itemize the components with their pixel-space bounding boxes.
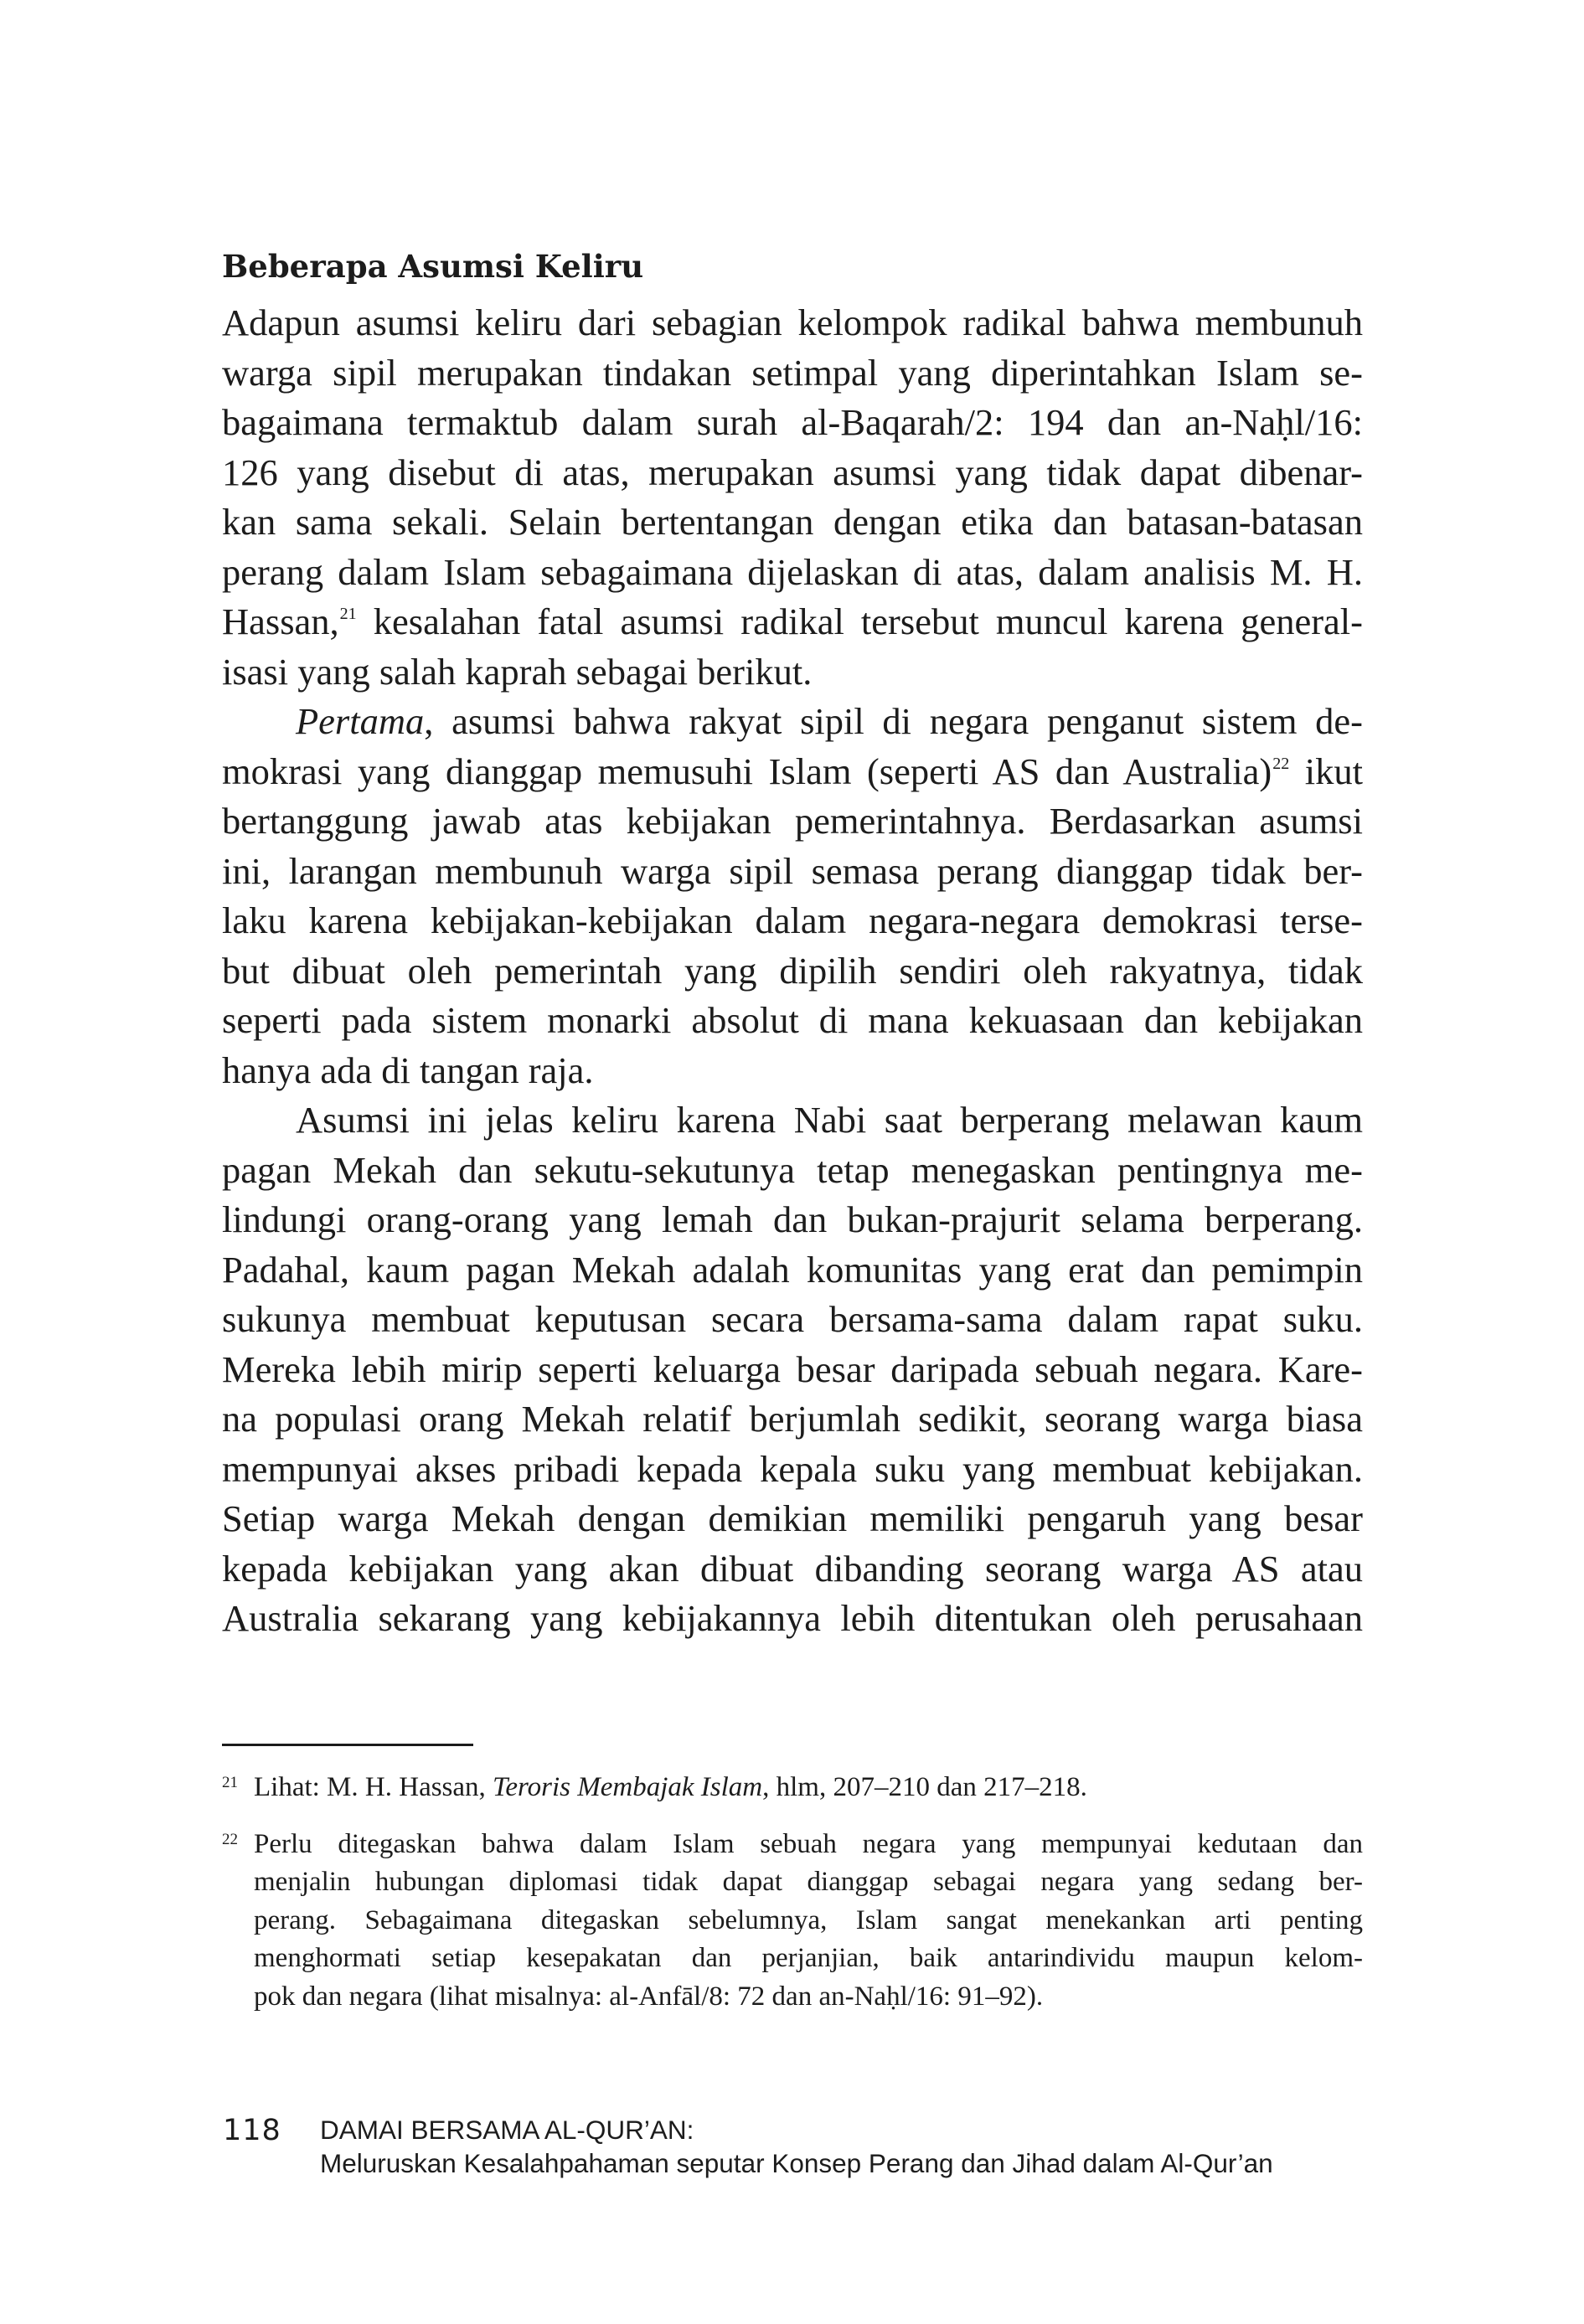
text-line: Padahal, kaum pagan Mekah adalah komunitas yang erat dan pemimpin	[222, 1248, 1363, 1291]
text-run: kesalahan fatal asumsi radikal tersebut muncul karena general-	[356, 600, 1363, 642]
text-line: Mereka lebih mirip seperti keluarga besar daripada sebuah negara. Kare-	[222, 1348, 1363, 1390]
text-run: Hassan,	[222, 600, 339, 642]
text-line: seperti pada sistem monarki absolut di mana kekuasaan dan kebijakan	[222, 999, 1363, 1041]
footnote-22	[222, 1826, 1363, 2017]
footnote-line: menghormati setiap kesepakatan dan perjanjian, baik antarindividu maupun kelom-	[254, 1943, 1363, 1973]
text-run: Lihat: M. H. Hassan,	[254, 1772, 493, 1802]
book-title-citation: Teroris Membajak Islam	[493, 1772, 763, 1802]
paragraph-2	[222, 697, 1363, 1095]
footnote-reference-22[interactable]: 22	[1272, 754, 1290, 773]
text-line: sukunya membuat keputusan secara bersama-sama dalam rapat suku.	[222, 1298, 1363, 1340]
footnote-mark: 22	[222, 1830, 238, 1848]
footnote-line	[254, 1769, 1363, 1807]
text-line: na populasi orang Mekah relatif berjumlah sedikit, seorang warga biasa	[222, 1398, 1363, 1440]
text-line: bertanggung jawab atas kebijakan pemerintahnya. Berdasarkan asumsi	[222, 800, 1363, 842]
text-line: Adapun asumsi keliru dari sebagian kelompok radikal bahwa membunuh	[222, 301, 1363, 343]
text-line: Asumsi ini jelas keliru karena Nabi saat berperang melawan kaum	[296, 1099, 1363, 1141]
text-line	[222, 747, 1363, 797]
running-head	[320, 2113, 1273, 2180]
text-line: warga sipil merupakan tindakan setimpal yang diperintahkan Islam se-	[222, 351, 1363, 394]
text-line: but dibuat oleh pemerintah yang dipilih sendiri oleh rakyatnya, tidak	[222, 949, 1363, 992]
text-line	[222, 597, 1363, 647]
footnotes	[222, 1769, 1363, 2016]
footnote-line: menjalin hubungan diplomasi tidak dapat dianggap sebagai negara yang sedang ber-	[254, 1867, 1363, 1897]
text-line: 126 yang disebut di atas, merupakan asumsi yang tidak dapat dibenar-	[222, 451, 1363, 493]
text-line: lindungi orang-orang yang lemah dan bukan-prajurit selama berperang.	[222, 1198, 1363, 1240]
body-text	[222, 298, 1363, 1644]
paragraph-1	[222, 298, 1363, 697]
text-line: isasi yang salah kaprah sebagai berikut.	[222, 650, 813, 693]
text-line: hanya ada di tangan raja.	[222, 1049, 594, 1091]
footnote-line: pok dan negara (lihat misalnya: al-Anfāl/8: 72 dan an-Naḥl/16: 91–92).	[254, 1981, 1044, 2012]
text-line: perang dalam Islam sebagaimana dijelaskan di atas, dalam analisis M. H.	[222, 550, 1363, 593]
text-line: bagaimana termaktub dalam surah al-Baqarah/2: 194 dan an-Naḥl/16:	[222, 401, 1363, 443]
footnote-reference-21[interactable]: 21	[339, 605, 357, 623]
section-heading: Beberapa Asumsi Keliru	[222, 248, 644, 285]
text-line: kan sama sekali. Selain bertentangan dengan etika dan batasan-batasan	[222, 501, 1363, 543]
text-line: mempunyai akses pribadi kepada kepala suku yang membuat kebijakan.	[222, 1447, 1363, 1490]
text-line: kepada kebijakan yang akan dibuat dibanding seorang warga AS atau	[222, 1547, 1363, 1590]
text-run: , asumsi bahwa rakyat sipil di negara penganut sistem de-	[424, 700, 1363, 742]
text-run: , hlm, 207–210 dan 217–218.	[762, 1772, 1087, 1802]
page-number: 118	[223, 2114, 281, 2147]
emphasis-text: Pertama	[296, 700, 425, 742]
footnote-divider	[222, 1744, 473, 1746]
book-subtitle: Meluruskan Kesalahpahaman seputar Konsep Perang dan Jihad dalam Al-Qur’an	[320, 2148, 1273, 2178]
text-line: Australia sekarang yang kebijakannya lebih ditentukan oleh perusahaan	[222, 1597, 1363, 1639]
text-run: ikut	[1289, 750, 1363, 792]
text-line	[222, 697, 1363, 747]
text-line: ini, larangan membunuh warga sipil semasa perang dianggap tidak ber-	[222, 849, 1363, 892]
text-line: Setiap warga Mekah dengan demikian memiliki pengaruh yang besar	[222, 1497, 1363, 1539]
footnote-mark: 21	[222, 1774, 238, 1791]
text-line: pagan Mekah dan sekutu-sekutunya tetap menegaskan pentingnya me-	[222, 1148, 1363, 1191]
book-title: DAMAI BERSAMA AL-QUR’AN:	[320, 2115, 694, 2145]
text-run: mokrasi yang dianggap memusuhi Islam (seperti AS dan Australia)	[222, 750, 1272, 792]
paragraph-3	[222, 1095, 1363, 1644]
text-line: laku karena kebijakan-kebijakan dalam negara-negara demokrasi terse-	[222, 899, 1363, 941]
footnote-line: Perlu ditegaskan bahwa dalam Islam sebuah negara yang mempunyai kedutaan dan	[254, 1828, 1363, 1859]
footnote-21	[222, 1769, 1363, 1807]
footnote-line: perang. Sebagaimana ditegaskan sebelumnya, Islam sangat menekankan arti penting	[254, 1904, 1363, 1935]
